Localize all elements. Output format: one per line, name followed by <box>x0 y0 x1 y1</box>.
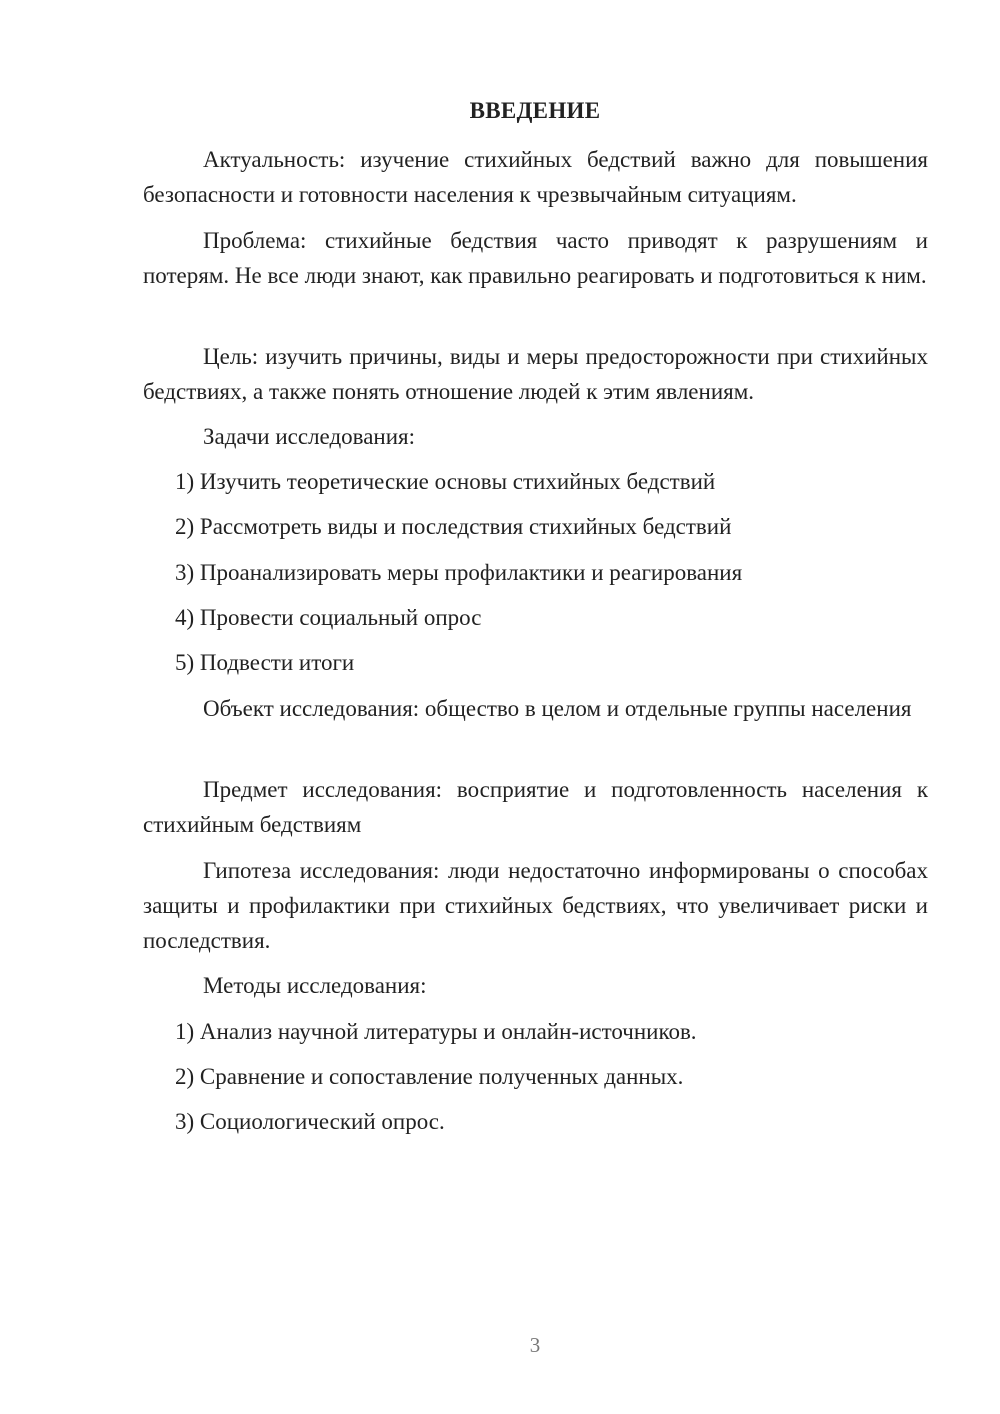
paragraph-goal: Цель: изучить причины, виды и меры предосторожности при стихийных бедствиях, а также понять отношение людей к этим явлениям. <box>143 344 928 404</box>
method-3-block <box>143 1104 928 1139</box>
page-number: 3 <box>529 1333 541 1357</box>
list-item: 1) Изучить теоретические основы стихийных бедствий <box>175 469 716 494</box>
method-2-block <box>143 1059 928 1094</box>
tasks-heading: Задачи исследования: <box>203 424 416 449</box>
hypothesis-block <box>143 853 928 958</box>
task-4-block <box>143 600 928 635</box>
task-2-block <box>143 509 928 544</box>
list-item: 2) Рассмотреть виды и последствия стихийных бедствий <box>175 514 732 539</box>
body-text-goal-block <box>143 339 928 409</box>
list-item: 3) Проанализировать меры профилактики и реагирования <box>175 560 743 585</box>
paragraph-subject: Предмет исследования: восприятие и подготовленность населения к стихийным бедствиям <box>143 777 928 837</box>
task-5-block <box>143 645 928 680</box>
methods-block <box>143 968 928 1003</box>
object-block <box>143 691 928 726</box>
paragraph-problem: Проблема: стихийные бедствия часто приводят к разрушениям и потерям. Не все люди знают, как правильно реагировать и подготовиться к ним. <box>143 228 928 288</box>
tasks-block <box>143 419 928 454</box>
task-3-block <box>143 555 928 590</box>
paragraph-object: Объект исследования: общество в целом и отдельные группы населения <box>203 696 912 721</box>
body-text-problem-block <box>143 223 928 293</box>
list-item: 1) Анализ научной литературы и онлайн-источников. <box>175 1019 697 1044</box>
paragraph-relevance: Актуальность: изучение стихийных бедствий важно для повышения безопасности и готовности населения к чрезвычайным ситуациям. <box>143 147 928 207</box>
method-1-block <box>143 1014 928 1049</box>
subject-block <box>143 772 928 842</box>
page-title: ВВЕДЕНИЕ <box>469 98 601 123</box>
list-item: 4) Провести социальный опрос <box>175 605 482 630</box>
list-item: 3) Социологический опрос. <box>175 1109 445 1134</box>
list-item: 5) Подвести итоги <box>175 650 355 675</box>
methods-heading: Методы исследования: <box>203 973 427 998</box>
task-1-block <box>143 464 928 499</box>
paragraph-hypothesis: Гипотеза исследования: люди недостаточно информированы о способах защиты и профилактики при стихийных бедствиях, что увеличивает риски и последствия. <box>143 858 928 953</box>
body-text <box>143 142 928 212</box>
list-item: 2) Сравнение и сопоставление полученных данных. <box>175 1064 684 1089</box>
